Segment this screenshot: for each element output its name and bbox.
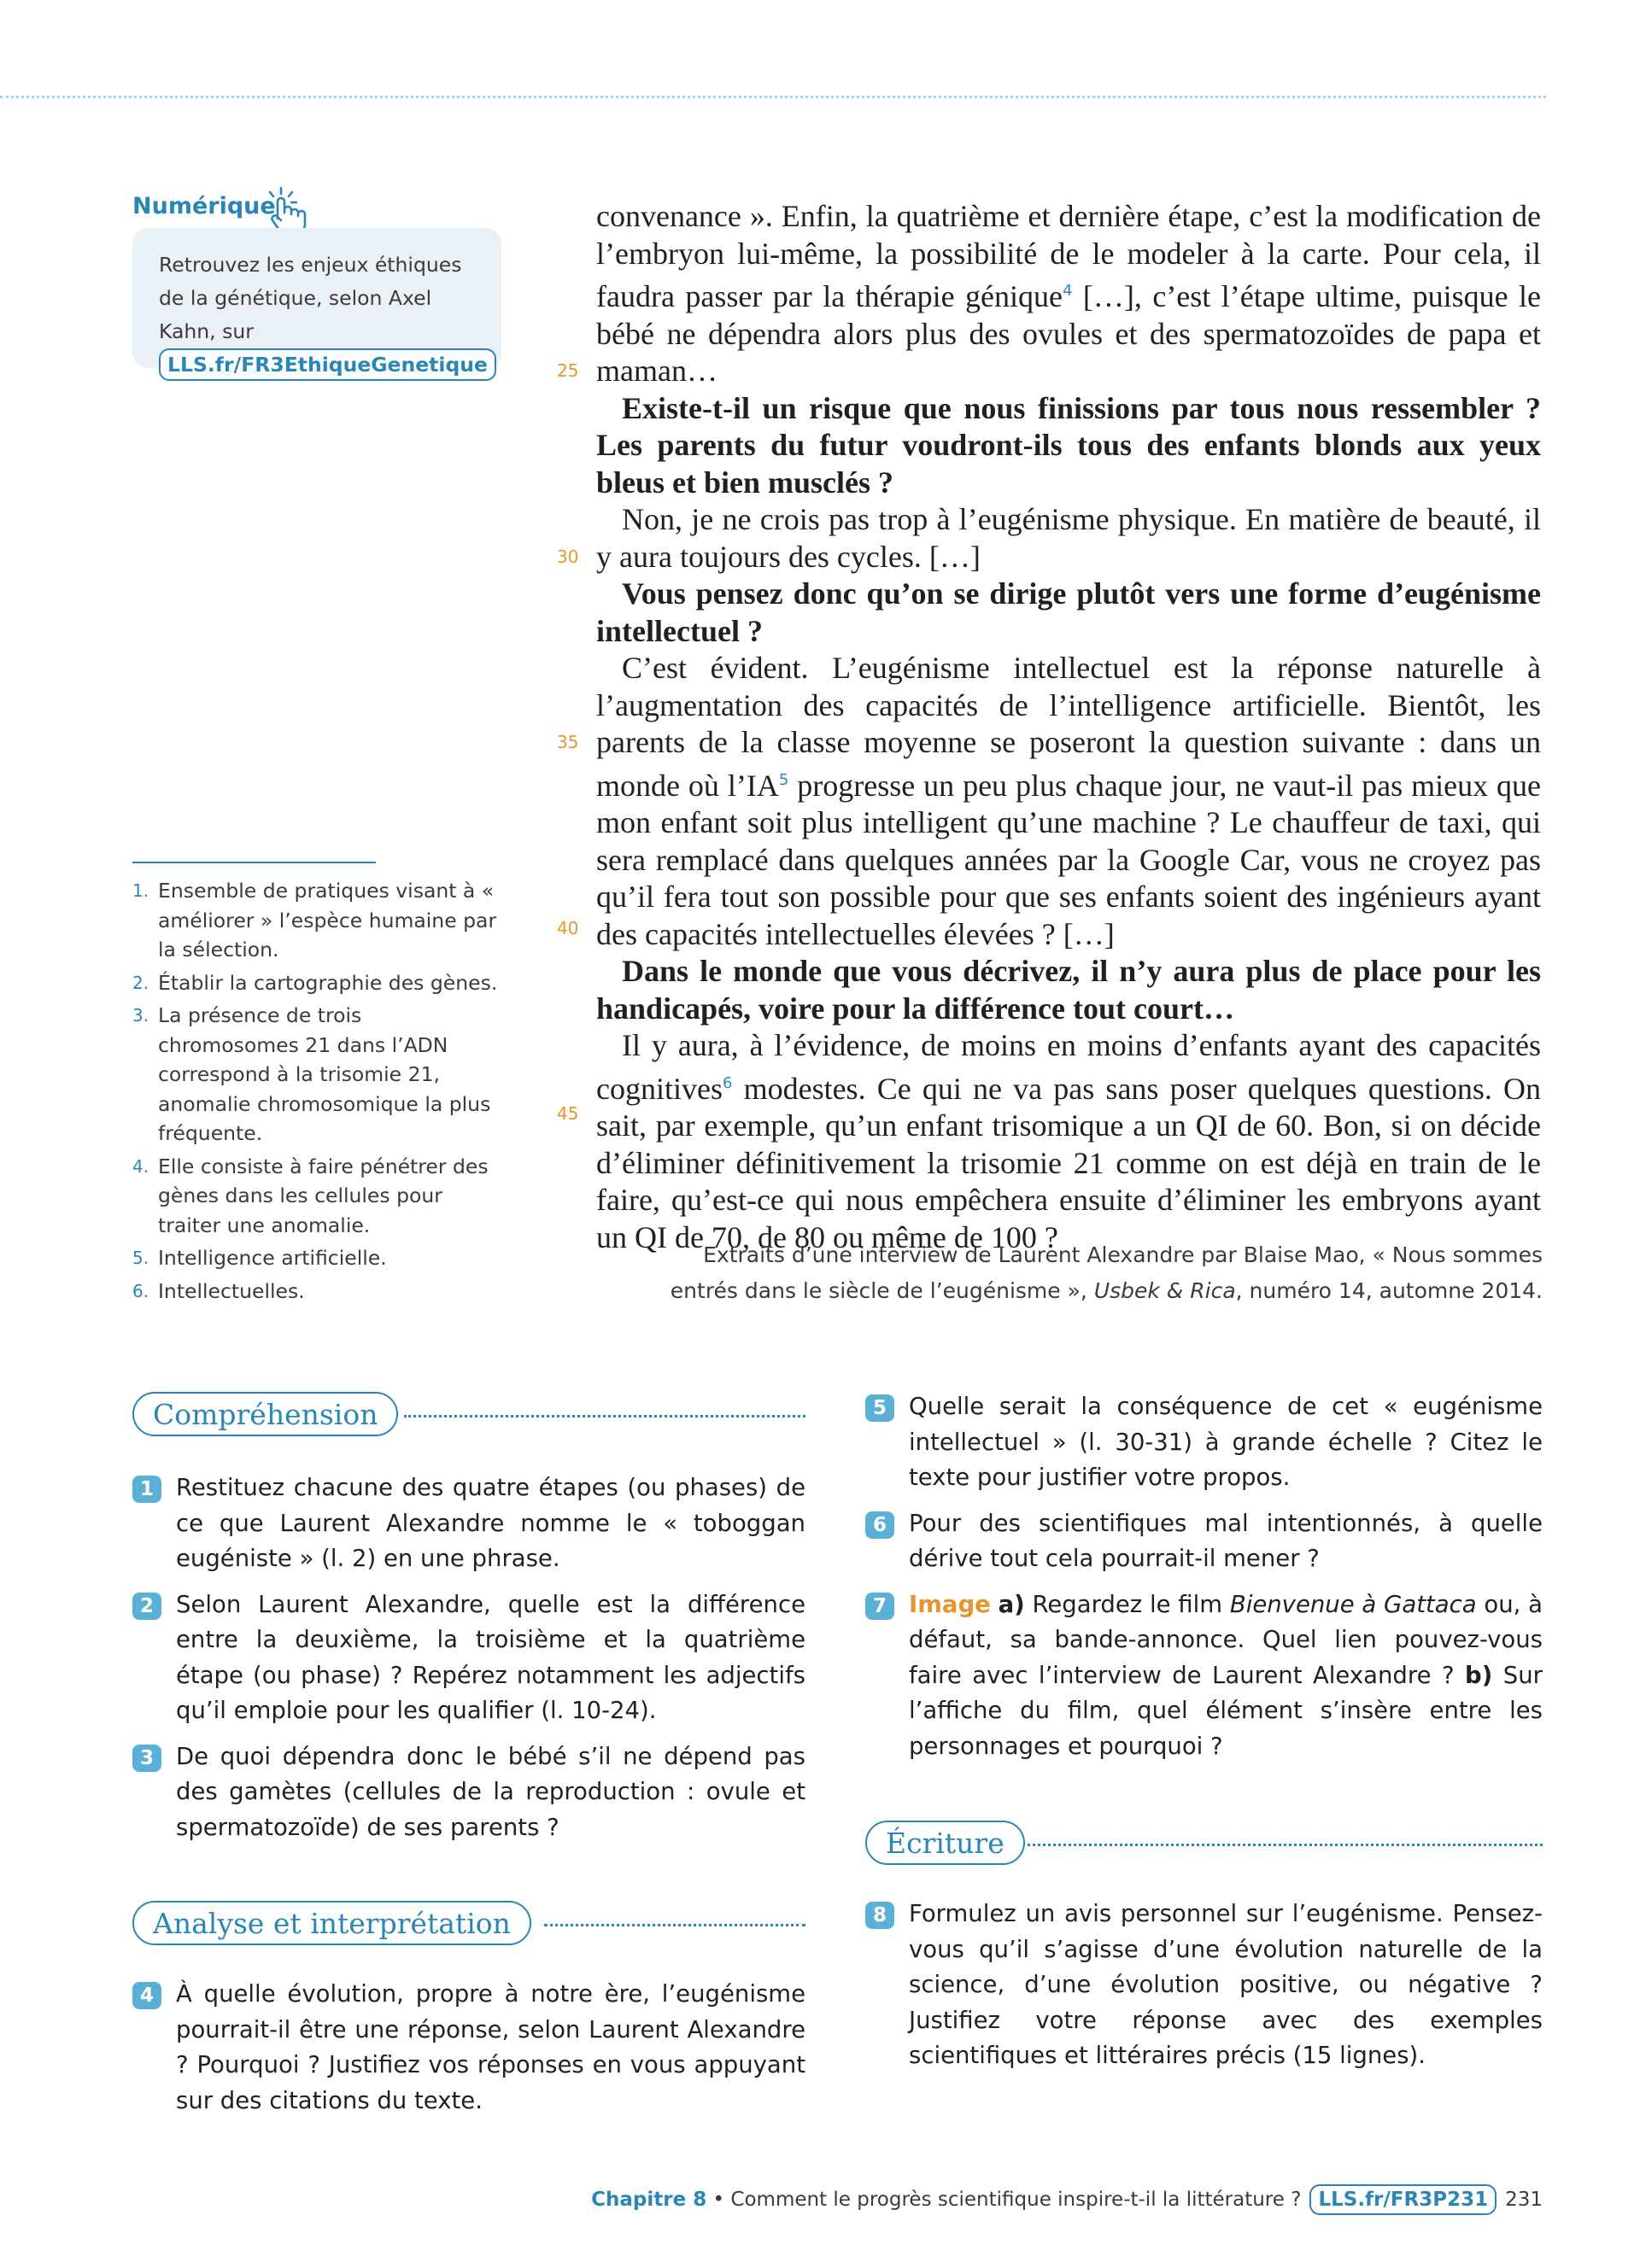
interview-question-2: Vous pensez donc qu’on se dirige plutôt vers une forme d’eugénisme intellectuel ? [596,576,1541,648]
footnote-number: 4. [132,1155,149,1177]
question-number-badge: 3 [132,1745,161,1772]
top-dotted-rule [0,96,1546,98]
footnote-number: 3. [132,1005,149,1026]
questions-analyse [132,1977,805,2129]
footnote-number: 6. [132,1280,149,1301]
footnote-text: La présence de trois chromosomes 21 dans l’ADN correspond à la trisomie 21, anomalie chromosomique la plus fréquente. [158,1003,491,1145]
footnote-text: Établir la cartographie des gènes. [158,970,498,995]
part-a-label: a) [998,1590,1025,1618]
image-keyword: Image [909,1590,991,1618]
footnotes-rule [132,862,376,863]
footnote-number: 2. [132,972,149,993]
text-segment: convenance ». Enfin, la quatrième et dernière étape, c’est la modification de l’embryon lui-même, la possibilité de le modeler à la carte. Pour cela, il faudra passer par la thérapie génique [596,199,1541,313]
footer-title: Comment le progrès scientifique inspire-t-il la littérature ? [730,2189,1302,2211]
source-line-2: entrés dans le siècle de l’eugénisme », [670,1278,1094,1303]
footnote-1 [132,876,500,965]
footnote-3 [132,1001,500,1149]
interview-question-3: Dans le monde que vous décrivez, il n’y aura plus de place pour les handicapés, voire pour la différence tout court… [596,954,1541,1026]
line-number-30: 30 [557,547,579,567]
question-text: Formulez un avis personnel sur l’eugénisme. Pensez-vous qu’il s’agisse d’une évolution naturelle de la science, d’une évolution positive, ou négative ? Justifiez votre réponse avec des exemples scientifiques et littéraires précis (15 lignes). [909,1900,1543,2069]
page-number: 231 [1505,2189,1543,2211]
footnote-text: Intellectuelles. [158,1278,305,1303]
text-segment: C’est évident. L’eugénisme intellectuel est la réponse naturelle à l’augmentation des capacités de l’intelligence artificielle. Bientôt, les parents de la classe moyenne se poseront la question suivante : dans un monde où l’IA [596,651,1541,803]
numerique-title: Numérique [132,193,276,219]
source-citation [649,1237,1543,1309]
question-4 [132,1977,805,2119]
source-line-1: Extraits d’une interview de Laurent Alexandre par Blaise Mao, « Nous sommes [703,1242,1543,1267]
question-2 [132,1587,805,1729]
questions-ecriture [865,1897,1543,2084]
question-number-badge: 7 [865,1593,894,1620]
questions-comprehension [132,1470,805,1856]
part-b-label: b) [1465,1661,1493,1689]
question-number-badge: 2 [132,1593,161,1620]
footer-separator: • [706,2189,731,2211]
section-dots [1028,1844,1543,1846]
numerique-box [132,228,501,377]
footer-link[interactable]: LLS.fr/FR3P231 [1309,2184,1496,2215]
interview-question-1: Existe-t-il un risque que nous finissions par tous nous ressembler ? Les parents du futur voudront-ils tous des enfants blonds aux yeux bleus et bien musclés ? [596,390,1541,500]
source-line-2-end: , numéro 14, automne 2014. [1235,1278,1543,1303]
question-5 [865,1389,1543,1496]
question-text: ou, à défaut, sa bande-annonce. Quel lien pouvez-vous faire avec l’interview de Laurent Alexandre ? [909,1590,1543,1689]
text-segment: modestes. Ce qui ne va pas sans poser quelques questions. On sait, par exemple, qu’un enfant trisomique a un QI de 60. Bon, si on décide d’éliminer définitivement la trisomie 21 comme on est déjà en train de le faire, qu’est-ce qui nous empêchera ensuite d’éliminer les embryons ayant un QI de 70, de 80 ou même de 100 ? [596,1071,1541,1254]
question-number-badge: 5 [865,1394,894,1422]
question-1 [132,1470,805,1577]
question-8 [865,1897,1543,2074]
question-text: À quelle évolution, propre à notre ère, l’eugénisme pourrait-il être une réponse, selon Laurent Alexandre ? Pourquoi ? Justifiez vos réponses en vous appuyant sur des citations du texte. [176,1980,805,2114]
source-magazine: Usbek & Rica [1093,1278,1236,1303]
footnote-text: Ensemble de pratiques visant à « améliorer » l’espèce humaine par la sélection. [158,879,497,962]
footnote-number: 1. [132,880,149,901]
footnote-2 [132,968,500,998]
question-7 [865,1587,1543,1765]
question-number-badge: 1 [132,1476,161,1503]
footer-chapter: Chapitre 8 [591,2189,707,2211]
interview-answer-1: Non, je ne crois pas trop à l’eugénisme physique. En matière de beauté, il y aura toujours des cycles. […] [596,502,1541,574]
line-number-35: 35 [557,732,579,752]
numerique-text [159,248,492,382]
text-segment: progresse un peu plus chaque jour, ne vaut-il pas mieux que mon enfant soit plus intelligent qu’une machine ? Le chauffeur de taxi, qui sera remplacé dans quelques années par la Google Car, vous ne croyez pas qu’il fera tout son possible pour que ses enfants soient des ingénieurs ayant des capacités intellectuelles élevées ? […] [596,768,1541,951]
question-number-badge: 6 [865,1511,894,1539]
interview-answer-3 [596,1027,1541,1256]
interview-answer-2 [596,650,1541,953]
paragraph-1 [596,198,1541,390]
question-text: Regardez le film [1024,1590,1230,1618]
question-text: Selon Laurent Alexandre, quelle est la différence entre la deuxième, la troisième et la quatrième étape (ou phase) ? Repérez notamment les adjectifs qu’il emploie pour les qualifier (l. 10-24). [176,1590,805,1724]
section-analyse: Analyse et interprétation [132,1901,531,1945]
question-text: De quoi dépendra donc le bébé s’il ne dépend pas des gamètes (cellules de la reproduction : ovule et spermatozoïde) de ses parents ? [176,1742,805,1841]
question-6 [865,1506,1543,1577]
footnote-number: 5. [132,1248,149,1268]
line-number-40: 40 [557,918,579,938]
film-title: Bienvenue à Gattaca [1229,1590,1477,1618]
section-ecriture: Écriture [865,1821,1025,1865]
questions-analyse-continued [865,1389,1543,1774]
question-text: Sur l’affiche du film, quel élément s’insère entre les personnages et pourquoi ? [909,1661,1543,1760]
footnote-6 [132,1277,500,1306]
footnote-ref-6: 6 [722,1073,733,1092]
line-number-45: 45 [557,1103,579,1124]
question-number-badge: 8 [865,1902,894,1929]
question-text: Quelle serait la conséquence de cet « eugénisme intellectuel » (l. 30-31) à grande échelle ? Citez le texte pour justifier votre propos. [909,1393,1543,1491]
question-text: Restituez chacune des quatre étapes (ou phases) de ce que Laurent Alexandre nomme le « toboggan eugéniste » (l. 2) en une phrase. [176,1474,805,1572]
text-segment: […], c’est l’étape ultime, puisque le bébé ne dépendra alors plus des ovules et des spermatozoïdes de papa et maman… [596,279,1541,388]
question-text: Pour des scientifiques mal intentionnés, à quelle dérive tout cela pourrait-il mener ? [909,1509,1543,1572]
page-footer [0,2183,1543,2217]
footnote-ref-5: 5 [778,770,789,789]
line-number-25: 25 [557,360,579,381]
footnote-ref-4: 4 [1063,282,1073,300]
question-number-badge: 4 [132,1982,161,2009]
numerique-description: Retrouvez les enjeux éthiques de la génétique, selon Axel Kahn, sur [159,253,462,343]
question-3 [132,1739,805,1846]
section-dots [544,1924,805,1926]
footnote-text: Intelligence artificielle. [158,1246,387,1270]
section-comprehension: Compréhension [132,1392,398,1436]
footnote-5 [132,1243,500,1273]
footnote-text: Elle consiste à faire pénétrer des gènes dans les cellules pour traiter une anomalie. [158,1154,489,1237]
text-segment: Il y aura, à l’évidence, de moins en moins d’enfants ayant des capacités cognitives [596,1028,1541,1106]
interview-text [596,198,1541,1256]
footnote-4 [132,1152,500,1241]
numerique-link[interactable]: LLS.fr/FR3EthiqueGenetique [159,348,496,381]
section-dots [404,1415,805,1418]
footnotes [132,876,500,1309]
